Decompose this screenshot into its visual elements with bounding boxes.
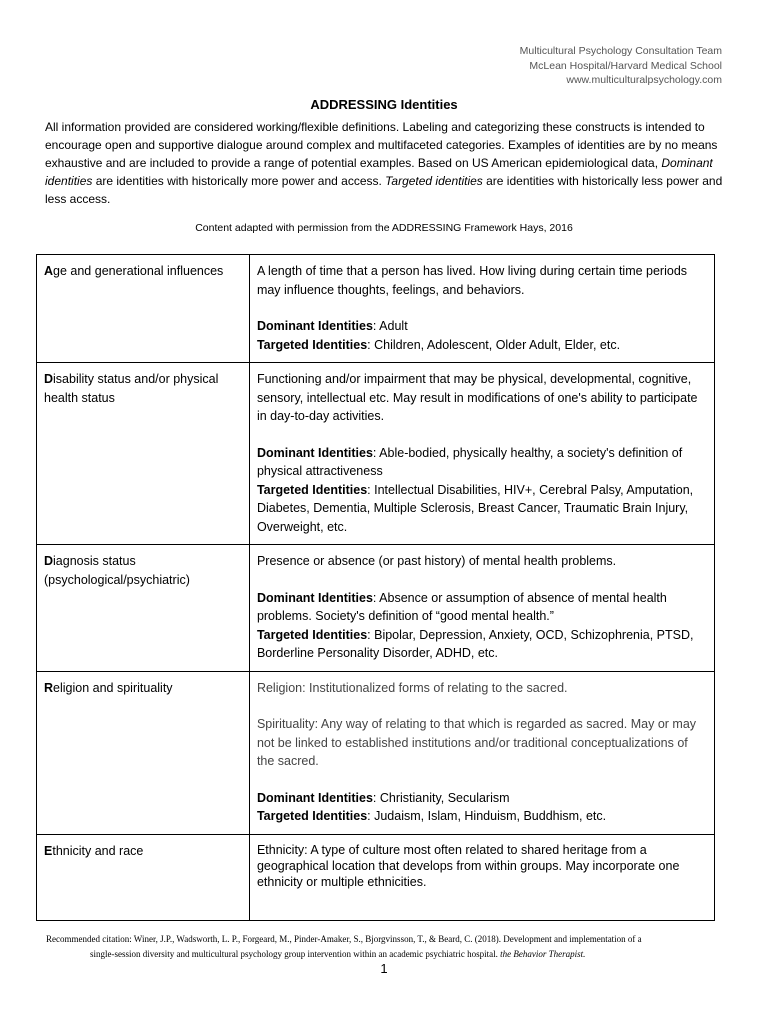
dominant-values: : Christianity, Secularism <box>372 790 510 805</box>
citation-line-2 <box>46 947 736 962</box>
page-header <box>520 44 722 88</box>
dominant-identities <box>257 317 708 336</box>
targeted-identities <box>257 807 708 826</box>
dominant-label: Dominant Identities <box>256 319 373 333</box>
category-description: Functioning and/or impairment that may be physical, developmental, cognitive, sensory, intellectual etc. May result in modifications of one's ability to participate in day-to-day activities. <box>256 372 698 423</box>
targeted-values: : Intellectual Disabilities, HIV+, Cerebral Palsy, Amputation, Diabetes, Dementia, Multiple Sclerosis, Breast Cancer, Traumatic Brain Injury, Overweight, etc. <box>256 482 694 534</box>
category-name: isability status and/or physical health status <box>44 372 219 405</box>
targeted-label: Targeted Identities <box>256 627 368 642</box>
targeted-label: Targeted Identities <box>256 337 368 352</box>
table-row-disability <box>37 363 715 545</box>
intro-text-1: All information provided are considered working/flexible definitions. Labeling and categorizing these constructs is intended to encourage open and supportive dialogue around complex and multifaceted categories. Examples of identities are by no means exhaustive and are included to provide a range of potential examples. Based on US American epidemiological data, <box>45 120 718 170</box>
header-institution: McLean Hospital/Harvard Medical School <box>529 59 722 72</box>
header-website: www.multiculturalpsychology.com <box>566 74 722 86</box>
description-cell <box>249 363 714 545</box>
citation-line-1: Recommended citation: Winer, J.P., Wadsworth, L. P., Forgeard, M., Pinder-Amaker, S., Bjorgvinsson, T., & Beard, C. (2018). Development and implementation of a <box>46 934 642 944</box>
description-cell <box>249 834 714 920</box>
intro-text-2: are identities with historically more power and access. <box>92 174 386 188</box>
category-name: eligion and spirituality <box>53 680 173 695</box>
dominant-label: Dominant Identities <box>256 790 373 805</box>
targeted-label: Targeted Identities <box>256 809 368 823</box>
adapted-note: Content adapted with permission from the ADDRESSING Framework Hays, 2016 <box>195 222 573 234</box>
table-row-diagnosis <box>37 545 715 672</box>
spirituality-definition: Spirituality: Any way of relating to that which is regarded as sacred. May or may not be linked to established institutions and/or traditional conceptualizations of the sacred. <box>256 717 697 768</box>
description-cell <box>249 255 714 363</box>
intro-text-3: are identities with historically less power and less access. <box>45 174 723 206</box>
dominant-identities <box>257 444 708 481</box>
dominant-values: : Able-bodied, physically healthy, a society's definition of physical attractiveness <box>256 445 683 478</box>
category-cell <box>37 834 250 920</box>
page-number: 1 <box>380 961 388 976</box>
table-row-age <box>37 255 715 363</box>
dominant-values: : Absence or assumption of absence of mental health problems. Society's definition of “good mental health.” <box>256 590 667 623</box>
targeted-identities <box>257 336 708 355</box>
religion-definition: Religion: Institutionalized forms of relating to the sacred. <box>256 680 568 695</box>
table-row-ethnicity <box>37 834 715 920</box>
category-name: thnicity and race <box>52 843 144 858</box>
category-description: Presence or absence (or past history) of mental health problems. <box>256 554 617 568</box>
citation-text: single-session diversity and multicultural psychology group intervention within an academic psychiatric hospital. <box>90 949 501 959</box>
targeted-label: Targeted Identities <box>256 482 368 497</box>
targeted-values: : Judaism, Islam, Hinduism, Buddhism, etc. <box>367 809 607 823</box>
dominant-identities <box>257 589 708 626</box>
category-cell <box>37 545 250 672</box>
header-team: Multicultural Psychology Consultation Team <box>519 45 722 57</box>
dominant-label: Dominant Identities <box>256 590 373 605</box>
category-name: iagnosis status (psychological/psychiatric) <box>44 554 190 587</box>
document-title: ADDRESSING Identities <box>310 97 458 112</box>
category-cell <box>37 363 250 545</box>
intro-paragraph <box>45 118 727 208</box>
description-cell <box>249 671 714 834</box>
category-cell <box>37 671 250 834</box>
intro-targeted-term: Targeted identities <box>385 174 483 188</box>
description-cell <box>249 545 714 672</box>
category-description: Ethnicity: A type of culture most often related to shared heritage from a geographical location that develops from within groups. May incorporate one ethnicity or multiple ethnicities. <box>256 842 680 889</box>
category-name: ge and generational influences <box>53 264 224 278</box>
category-description: A length of time that a person has lived. How living during certain time periods may influence thoughts, feelings, and behaviors. <box>256 264 688 297</box>
category-initial: R <box>44 680 54 695</box>
category-cell <box>37 255 250 363</box>
citation <box>46 932 736 962</box>
citation-journal: the Behavior Therapist. <box>500 949 586 959</box>
category-initial: D <box>44 554 54 568</box>
addressing-table <box>36 254 715 921</box>
targeted-identities <box>257 481 708 537</box>
targeted-values: : Children, Adolescent, Older Adult, Elder, etc. <box>367 337 621 352</box>
table-row-religion <box>37 671 715 834</box>
intro-dominant-term: Dominant identities <box>45 156 713 188</box>
category-initial: A <box>44 264 54 278</box>
category-initial: E <box>44 843 53 858</box>
targeted-values: : Bipolar, Depression, Anxiety, OCD, Schizophrenia, PTSD, Borderline Personality Disorder, ADHD, etc. <box>256 627 694 660</box>
dominant-values: : Adult <box>372 319 408 333</box>
dominant-identities <box>257 789 708 808</box>
dominant-label: Dominant Identities <box>256 445 373 460</box>
category-initial: D <box>44 372 54 386</box>
targeted-identities <box>257 626 708 663</box>
